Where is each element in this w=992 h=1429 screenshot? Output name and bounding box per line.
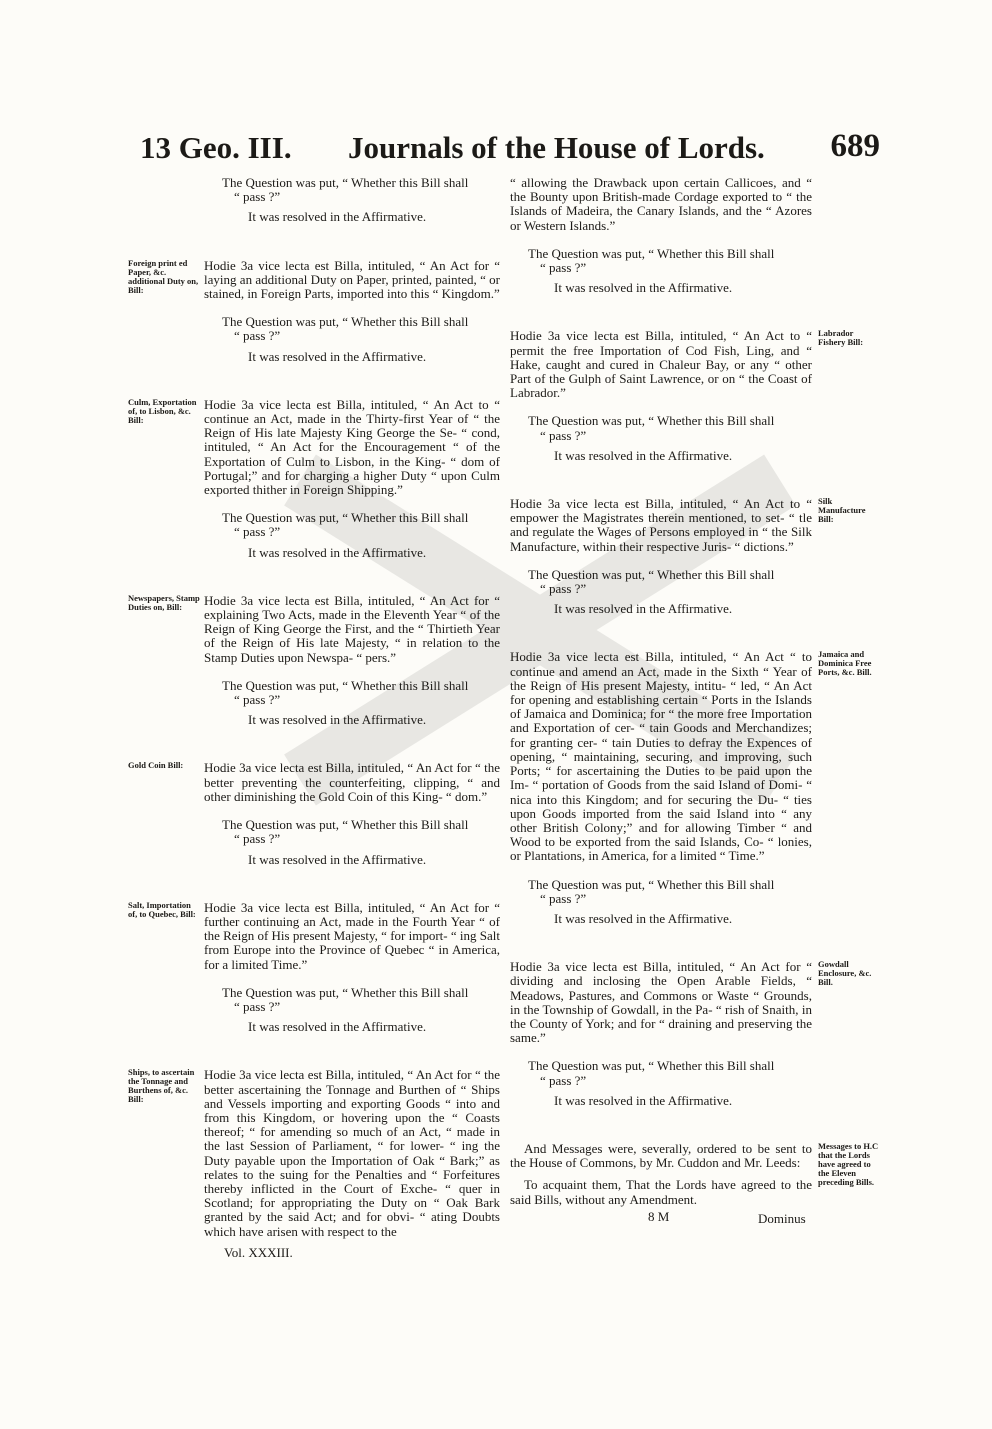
resolution: It was resolved in the Affirmative. <box>248 209 427 225</box>
bill-text: Hodie 3a vice lecta est Billa, intituled, “ An Act to “ continue an Act, made in the Thirty-first Year of “ the Reign of His late Majesty King George the Se- “ cond, intituled, “ An Act for the Encouragement “ of the Exportation of Culm to Lisbon, in the King- “ dom of Portugal;” and for charging a higher Duty “ upon Culm exported thither in Foreign Shipping.” <box>204 396 500 498</box>
messages-text-2: To acquaint them, That the Lords have agreed to the said Bills, without any Amendment. <box>510 1177 812 1207</box>
bill-text-continuation: “ allowing the Drawback upon certain Callicoes, and “ the Bounty upon British-made Cordage exported to “ the Islands of Madeira, the Canary Islands, and the “ Azores or Western Islands.” <box>510 175 812 233</box>
resolution: It was resolved in the Affirmative. <box>248 348 427 364</box>
bill-text: Hodie 3a vice lecta est Billa, intituled, “ An Act to “ permit the free Importation of Cod Fish, Ling, and “ Hake, caught and cured in Chaleur Bay, or any “ other Part of the Gulph of Saint Lawrence, or on “ the Coast of Labrador.” <box>510 328 812 401</box>
question: The Question was put, “ Whether this Bill shall “ pass ?” <box>222 984 469 1014</box>
bill-text: Hodie 3a vice lecta est Billa, intituled, “ An Act for “ the better preventing the counterfeiting, clipping, “ and other diminishing the Gold Coin of this King- “ dom.” <box>204 760 500 804</box>
question: The Question was put, “ Whether this Bill shall “ pass ?” <box>222 817 469 847</box>
bill-text: Hodie 3a vice lecta est Billa, intituled, “ An Act to “ empower the Magistrates therein mentioned, to set- “ tle and regulate the Wages of Persons employed in “ the Silk Manufacture, within their respective Juris- “ dictions.” <box>510 496 812 554</box>
bill-entry <box>128 396 500 560</box>
resolution: It was resolved in the Affirmative. <box>554 280 733 296</box>
question: The Question was put, “ Whether this Bill shall “ pass ?” <box>222 175 469 205</box>
resolution: It was resolved in the Affirmative. <box>248 1019 427 1035</box>
bill-text: Hodie 3a vice lecta est Billa, intituled, “ An Act for “ further continuing an Act, made in the Fourth Year “ of the Reign of His present Majesty, “ for import- “ ing Salt from Europe into the Province of Quebec “ in America, for a limited Time.” <box>204 899 500 972</box>
margin-note: Salt, Importation of, to Quebec, Bill: <box>128 899 196 919</box>
bill-entry <box>510 496 866 617</box>
volume-signature: Vol. XXXIII. <box>224 1244 293 1260</box>
regnal-year: 13 Geo. III. <box>140 130 292 165</box>
left-column <box>128 175 500 1261</box>
resolution: It was resolved in the Affirmative. <box>554 601 733 617</box>
bill-entry <box>128 899 500 1035</box>
bill-entry <box>510 649 872 926</box>
margin-note: Jamaica and Dominica Free Ports, &c. Bill. <box>818 649 872 678</box>
resolution: It was resolved in the Affirmative. <box>248 851 427 867</box>
right-column <box>510 175 879 1227</box>
resolution: It was resolved in the Affirmative. <box>554 1092 733 1108</box>
page-header <box>140 130 880 174</box>
margin-note: Silk Manufacture Bill: <box>818 496 866 525</box>
messages-entry <box>510 1140 879 1207</box>
question: The Question was put, “ Whether this Bill shall “ pass ?” <box>528 245 775 276</box>
bill-entry <box>128 1067 500 1239</box>
margin-note: Culm, Exportation of, to Lisbon, &c. Bill: <box>128 396 197 425</box>
margin-note: Ships, to ascertain the Tonnage and Burthens of, &c. Bill: <box>128 1067 195 1105</box>
bill-entry <box>510 959 872 1108</box>
resolution: It was resolved in the Affirmative. <box>248 712 427 728</box>
margin-note: Gowdall Enclosure, &c. Bill. <box>818 959 872 988</box>
resolution: It was resolved in the Affirmative. <box>554 447 733 463</box>
question: The Question was put, “ Whether this Bill shall “ pass ?” <box>528 1058 775 1088</box>
bill-text: Hodie 3a vice lecta est Billa, intituled, “ An Act “ to continue and amend an Act, made in the Sixth “ Year of the Reign of His present Majesty, intitu- “ led, “ An Act for opening and establishing certain “ Ports in the Islands of Jamaica and Dominica; for “ the more free Importation and Exportation of cer- “ tain Goods and Merchandizes; for granting cer- “ tain Duties to defray the Expences of opening, “ maintaining, securing, and improving, such Ports; “ for ascertaining the Duties to be paid upon the Im- “ portation of Goods from the said Island of Domi- “ nica into this Kingdom; and for securing the Du- “ ties upon Goods imported from the said Island into “ any other British Colony;” and for allowing Timber “ and Wood to be exported from the said Islands, Co- “ lonies, or Plantations, in America, for a limited “ Time.” <box>510 649 812 864</box>
resolution: It was resolved in the Affirmative. <box>248 544 427 560</box>
journal-title: Journals of the House of Lords. <box>348 130 765 165</box>
question: The Question was put, “ Whether this Bill shall “ pass ?” <box>528 876 775 906</box>
resolution: It was resolved in the Affirmative. <box>554 910 733 926</box>
question: The Question was put, “ Whether this Bill shall “ pass ?” <box>222 677 469 708</box>
question: The Question was put, “ Whether this Bill shall “ pass ?” <box>528 566 775 597</box>
bill-text: Hodie 3a vice lecta est Billa, intituled, “ An Act for “ explaining Two Acts, made in the Eleventh Year “ of the Reign of King George the First, and the “ Thirtieth Year of the Reign of His late Majesty, “ in relation to the Stamp Duties upon Newspa- “ pers.” <box>204 592 500 665</box>
messages-text: And Messages were, severally, ordered to be sent to the House of Commons, by Mr. Cuddon and Mr. Leeds: <box>510 1140 812 1171</box>
bill-text: Hodie 3a vice lecta est Billa, intituled, “ An Act for “ laying an additional Duty on Paper, printed, painted, “ or stained, in Foreign Parts, imported into this “ Kingdom.” <box>204 257 500 302</box>
catchword: Dominus <box>758 1210 806 1226</box>
bill-entry <box>128 257 500 364</box>
question: The Question was put, “ Whether this Bill shall “ pass ?” <box>222 314 469 344</box>
bill-text: Hodie 3a vice lecta est Billa, intituled, “ An Act for “ the better ascertaining the Tonnage and Burthen of “ Ships and Vessels importing and exporting Goods “ into and from this Kingdom, or hovering upon the “ Coasts thereof; “ for amending so much of an Act, “ made in the last Session of Parliament, “ for lower- “ ing the Duty payable upon the Importation of Oak “ Bark;” as relates to the suing for the Penalties and “ Forfeitures thereby inflicted in the Court of Exche- “ quer in Scotland; for appropriating the Duty on “ Oak Bark granted by the said Act; and for obvi- “ ating Doubts which have arisen with respect to the <box>204 1067 500 1239</box>
bill-text: Hodie 3a vice lecta est Billa, intituled, “ An Act for “ dividing and inclosing the Open Arable Fields, “ Meadows, Pastures, and Commons or Waste “ Grounds, in the Township of Gowdall, in the Pa- “ rish of Snaith, in the County of York; and for “ draining and preserving the same.” <box>510 959 812 1046</box>
margin-note: Foreign print ed Paper, &c. additional Duty on, Bill: <box>128 257 199 295</box>
question: The Question was put, “ Whether this Bill shall “ pass ?” <box>528 413 775 443</box>
margin-note: Labrador Fishery Bill: <box>818 328 864 348</box>
margin-note: Messages to H.C that the Lords have agreed to the Eleven preceding Bills. <box>818 1140 879 1187</box>
margin-note: Gold Coin Bill: <box>128 760 184 771</box>
bill-entry <box>510 328 864 463</box>
question: The Question was put, “ Whether this Bill shall “ pass ?” <box>222 510 469 540</box>
bill-entry <box>128 760 500 867</box>
margin-note: Newspapers, Stamp Duties on, Bill: <box>128 592 200 612</box>
page-number: 689 <box>830 128 880 164</box>
gathering-signature: 8 M <box>648 1208 670 1224</box>
bill-entry <box>128 592 500 728</box>
